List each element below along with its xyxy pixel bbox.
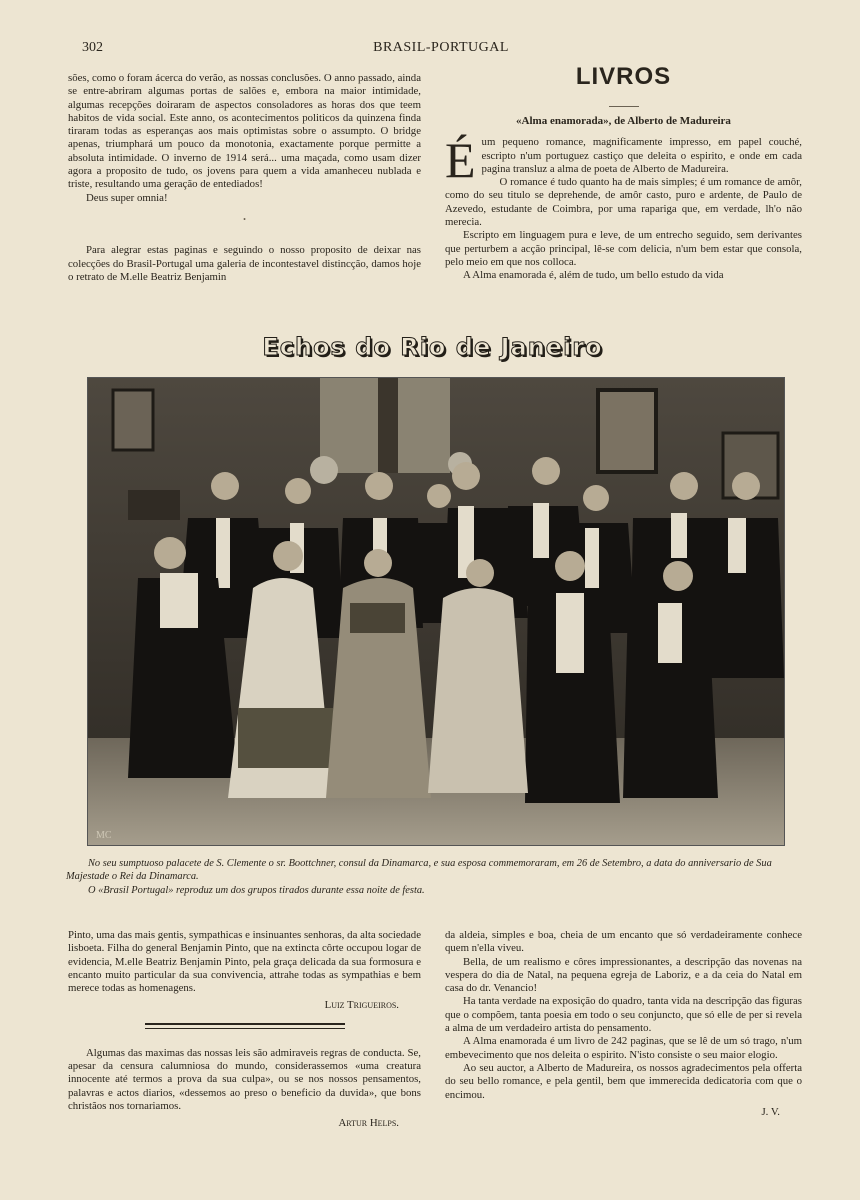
review-paragraph bbox=[445, 132, 802, 189]
book-heading: «Alma enamorada», de Alberto de Madureira bbox=[516, 115, 731, 127]
double-rule bbox=[145, 1023, 345, 1029]
running-title: BRASIL-PORTUGAL bbox=[373, 40, 509, 55]
review-paragraph: A Alma enamorada é, além de tudo, um bello estudo da vida bbox=[463, 269, 724, 282]
review-paragraph: Ao seu auctor, a Alberto de Madureira, os nossos agradecimentos pela offerta do seu bello romance, e pela gentil, bem que immerecida dedicatoria com que o encimou. bbox=[445, 1061, 802, 1101]
review-text: um pequeno romance, magnificamente impresso, em papel couché, escripto n'um portuguez castiço que deleita o espirito, e onde em cada pagina transluz a alma de poeta de Alberto de Madureira. bbox=[481, 136, 802, 175]
author-signature: Artur Helps. bbox=[338, 1117, 399, 1130]
left-column-bottom bbox=[68, 929, 421, 1131]
article-paragraph: Algumas das maximas das nossas leis são admiraveis regras de conducta. Se, apesar da censura calumniosa do mundo, considerassemos «uma creatura innocente até termos a prova da sua culpa», ou se nos nossos pensamentos, palavras e actos diarios, «dessemos ao preso o beneficio da duvida», que bons christãos nos tornariamos. bbox=[68, 1046, 421, 1112]
drop-cap: É bbox=[445, 132, 476, 189]
article-paragraph: Deus super omnia! bbox=[86, 191, 168, 204]
review-paragraph: Bella, de um realismo e côres impressionantes, a descripção das novenas na vespera do dia de Natal, na pequena egreja de Laboriz, e a da ceia do Natal em casa do dr. Venancio! bbox=[445, 955, 802, 995]
article-paragraph: sões, como o foram ácerca do verão, as nossas conclusões. O anno passado, ainda se entre-abriram algumas portas de salões e, embora na maior intimidade, algumas recepções doiraram de aspectos consoladores as horas dos que teem habitos de vida social. Este anno, os acontecimentos politicos da quinzena finda tiraram todas as esperanças aos mais optimistas sobre o assumpto. O bridge apenas, triumphará um pouco da monotonia, exactamente porque permitte a absoluta intimidade. O inverno de 1914 será... uma maçada, como usam dizer agora a proposito de tudo, os jovens para quem a vida amanheceu nublada e triste, resultando uma geração de entediados! bbox=[68, 72, 421, 191]
separator: • bbox=[243, 214, 246, 224]
right-column-bottom bbox=[445, 929, 802, 1119]
article-paragraph: Para alegrar estas paginas e seguindo o nosso proposito de deixar nas colecções do Brasil-Portugal uma galeria de incontestavel distincção, damos hoje o retrato de M.elle Beatriz Benjamin bbox=[68, 244, 421, 283]
page-number: 302 bbox=[82, 40, 103, 55]
review-paragraph: Ha tanta verdade na exposição do quadro, tanta vida na descripção das figuras que o compõem, tanta poesia em todo o seu conjuncto, que só elle de per si revela a alma de um verdadeiro artista do pensamento. bbox=[445, 995, 802, 1035]
section-title: LIVROS bbox=[575, 63, 672, 90]
group-photo-illustration bbox=[88, 378, 784, 845]
group-photo bbox=[87, 377, 785, 846]
review-paragraph: A Alma enamorada é um livro de 242 paginas, que se lê de um só trago, n'um embevecimento que nos deleita o espirito. N'isto consiste o seu maior elogio. bbox=[445, 1035, 802, 1061]
author-signature: Luiz Trigueiros. bbox=[324, 999, 399, 1012]
photo-monogram: MC bbox=[96, 830, 112, 841]
caption-line: No seu sumptuoso palacete de S. Clemente o sr. Boottchner, consul da Dinamarca, e sua esposa commemoraram, em 26 de Setembro, a data do anniversario de Sua Majestade o Rei da Dinamarca. bbox=[66, 858, 772, 883]
section-rule bbox=[609, 106, 639, 107]
article-paragraph: Pinto, uma das mais gentis, sympathicas e insinuantes senhoras, da alta sociedade lisboeta. Filha do general Benjamin Pinto, que na extincta côrte occupou logar de evidencia, M.elle Beatriz Benjamin Pinto, pela graça delicada da sua formosura e encanto muito particular da sua convivencia, attrahe todas as sympathias e bem merece todas as homenagens. bbox=[68, 929, 421, 995]
photo-caption bbox=[66, 857, 806, 897]
page-header bbox=[82, 40, 800, 58]
right-column-top bbox=[445, 63, 802, 283]
review-paragraph: da aldeia, simples e boa, cheia de um encanto que só verdadeiramente conhece quem n'ella viveu. bbox=[445, 929, 802, 955]
banner-title: Echos do Rio de Janeiro bbox=[262, 333, 603, 361]
caption-line: O «Brasil Portugal» reproduz um dos grupos tirados durante essa noite de festa. bbox=[88, 884, 425, 896]
review-signature: J. V. bbox=[761, 1105, 780, 1118]
review-paragraph: Escripto em linguagem pura e leve, de um entrecho seguido, sem derivantes que perturbem a acção principal, lê-se com delicia, n'um bem estar que consola, pelo meio em que nos colloca. bbox=[445, 229, 802, 268]
left-column-top bbox=[68, 72, 421, 284]
review-paragraph: O romance é tudo quanto ha de mais simples; é um romance de amôr, como do seu titulo se deprehende, de amôr casto, puro e ardente, de Paulo de Azevedo, estudante de Coimbra, por uma rapariga que, em verdade, lh'o não merecia. bbox=[445, 176, 802, 229]
